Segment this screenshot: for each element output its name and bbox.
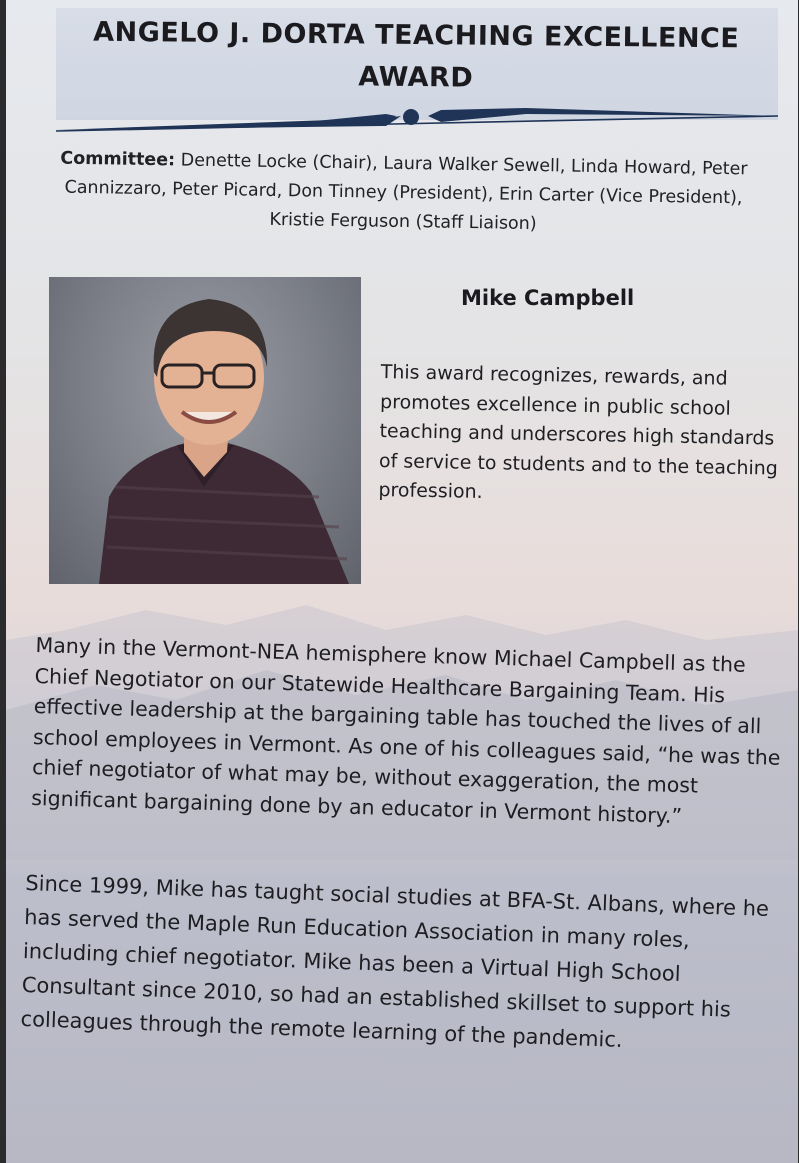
ornamental-divider xyxy=(56,104,778,138)
biography-paragraph-2: Since 1999, Mike has taught social studies at BFA-St. Albans, where he has served the Maple Run Education Association in many roles, including chief negotiator. Mike has been a Virtual High School Consultant since 2010, so had an established skillset to support his colleagues through the remote learning of the pandemic. xyxy=(20,870,770,1052)
committee-list xyxy=(45,144,761,242)
honoree-name: Mike Campbell xyxy=(461,286,635,310)
honoree-portrait xyxy=(49,277,361,584)
biography-paragraph-1: Many in the Vermont-NEA hemisphere know Michael Campbell as the Chief Negotiator on our Statewide Healthcare Bargaining Team. His effective leadership at the bargaining table has touched the lives of all school employees in Vermont. As one of his colleagues said, “he was the chief negotiator of what may be, without exaggeration, the most significant bargaining done by an educator in Vermont history.” xyxy=(30,632,781,828)
award-title: ANGELO J. DORTA TEACHING EXCELLENCE AWARD xyxy=(93,16,740,94)
committee-members: Denette Locke (Chair), Laura Walker Sewell, Linda Howard, Peter Cannizzaro, Peter Picard, Don Tinney (President), Erin Carter (Vice President), Kristie Ferguson (Staff Liaison) xyxy=(64,150,748,235)
portrait-illustration xyxy=(49,277,361,584)
committee-label: Committee: xyxy=(60,148,176,171)
award-description: This award recognizes, rewards, and promotes excellence in public school teaching and underscores high standards of service to students and to the teaching profession. xyxy=(378,360,779,503)
award-page xyxy=(6,0,798,1163)
